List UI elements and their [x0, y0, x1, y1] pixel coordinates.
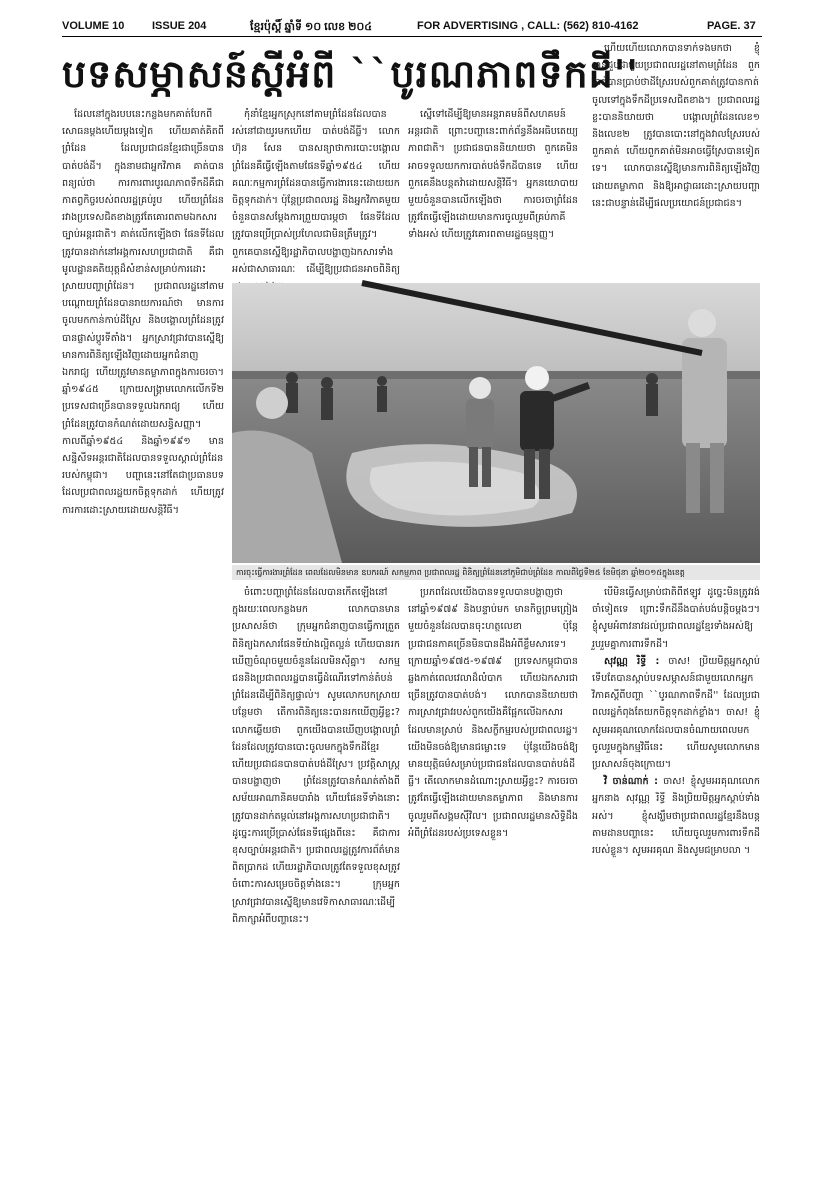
article-headline: បទសម្ភាសន៍ស្តីអំពី ``បូរណភាពទឹកដី'' [62, 52, 640, 96]
column-2-top-text: កុំនាំខ្មែរអ្នកស្រុកនៅតាមព្រំដែនដែលបានរស់នៅជាយូរមកហើយ បាត់បង់ដីធ្លី។ លោក ហ៊ុន សែន បានសន្យាថាការបោះបង្គោលព្រំដែនគឺធ្វើឡើងតាមផែនទីឆ្នាំ១៩៥៤ ហើយគណៈកម្មការព្រំដែនបានធ្វើការងារនេះដោយយកចិត្តទុកដាក់។ ប៉ុន្តែប្រជាពលរដ្ឋ និងអ្នកវិភាគមួយចំនួនបានសម្តែងការព្រួយបារម្ភថា ផែនទីដែលត្រូវបានប្រើប្រាស់ប្រហែលជាមិនត្រឹមត្រូវ។ ពួកគេបានស្នើឱ្យរដ្ឋាភិបាលបង្ហាញឯកសារទាំងអស់ជាសាធារណៈ ដើម្បីឱ្យប្រជាជនអាចពិនិត្យ [232, 109, 400, 275]
interviewer-2-label: វិ ចាន់ណាក់ : [604, 776, 658, 788]
article-photo [232, 283, 760, 563]
interviewer-1-label: សុវណ្ណ រិទ្ធី : [604, 655, 660, 667]
issue-date: ខ្មែរប៉ុស្តិ៍ ឆ្នាំទី ១០ លេខ ២០៤ [250, 21, 373, 33]
article-column-2-bottom [232, 584, 400, 1156]
column-2-bottom-text: ចំពោះបញ្ហាព្រំដែនដែលបានកើតឡើងនៅក្នុងរយៈពេលកន្លងមក លោកបានមានប្រសាសន៍ថា ក្រុមអ្នកជំនាញបានធ្វើការត្រួតពិនិត្យឯកសារផែនទីយ៉ាងល្អិតល្អន់ ហើយបានរកឃើញចំណុចមួយចំនួនដែលមិនស៊ីគ្នា។ សកម្មជននិងប្រជាពលរដ្ឋបានធ្វើដំណើរទៅកាន់តំបន់ព្រំដែនដើម្បីពិនិត្យផ្ទាល់។ សូមលោកបកស្រាយបន្ថែមថា តើការពិនិត្យនេះបានរកឃើញអ្វីខ្លះ? លោកឆ្លើយថា ពួកយើងបានឃើញបង្គោលព្រំដែនដែលត្រូវបានបោះចូលមកក្នុងទឹកដីខ្មែរ ហើយប្រជាជនបានបាត់បង់ដីស្រែ។ ប្រវត្តិសាស្ត្របានបង្ហាញថា ព្រំដែនត្រូវបានកំណត់តាំងពីសម័យអាណានិគមបារាំង ហើយផែនទីទាំងនោះត្រូវបានដាក់តម្កល់នៅអង្គការសហប្រជាជាតិ។ ដូច្នេះការប្រើប្រាស់ផែនទីផ្សេងពីនេះ គឺជាការខុសច្បាប់អន្តរជាតិ។ ប្រជាពលរដ្ឋត្រូវការព័ត៌មានពិតប្រាកដ ហើយរដ្ឋាភិបាលត្រូវតែទទួលខុសត្រូវចំពោះការសម្រេចចិត្តទាំងនេះ។ ក្រុមអ្នកស្រាវជ្រាវបានស្នើឱ្យមានវេទិកាសាធារណៈដើម្បីពិភាក្សាអំពីបញ្ហានេះ។ [232, 587, 400, 925]
column-1-text: ដែលនៅក្នុងរបបនេះកន្លងមកគាត់បែកពីសោធនម្តងហើយម្តងទៀត ហើយគាត់គិតពីព្រំដែន ដែលប្រជាជនខ្មែរជាច្រើនបានបាត់បង់ដី។ ក្នុងនាមជាអ្នកវិភាគ គាត់បានពន្យល់ថា ការការពារបូរណភាពទឹកដីគឺជាកាតព្វកិច្ចរបស់ពលរដ្ឋគ្រប់រូប ហើយព្រំដែនរវាងប្រទេសជិតខាងត្រូវតែគោរពតាមឯកសារច្បាប់អន្តរជាតិ។ គាត់លើកឡើងថា ផែនទីដែលត្រូវបានដាក់នៅអង្គការសហប្រជាជាតិ គឺជាមូលដ្ឋានគតិយុត្តដ៏សំខាន់សម្រាប់ការដោះស្រាយបញ្ហាព្រំដែន។ ប្រជាពលរដ្ឋនៅតាមបណ្តោយព្រំដែនបានរាយការណ៍ថា មានការចូលមកកាន់កាប់ដីស្រែ និងបង្គោលព្រំដែនត្រូវបានផ្លាស់ប្តូរទីតាំង។ អ្នកស្រាវជ្រាវបានស្នើឱ្យមានការពិនិត្យឡើងវិញដោយអ្នកជំនាញឯករាជ្យ ហើយត្រូវមានតម្លាភាពក្នុងការចរចា។ ឆ្នាំ១៩៤៥ ក្រោយសង្គ្រាមលោកលើកទី២ ប្រទេសជាច្រើនបានទទួលឯករាជ្យ ហើយព្រំដែនត្រូវបានកំណត់ដោយសន្ធិសញ្ញា។ កាលពីឆ្នាំ១៩៥៤ និងឆ្នាំ១៩៩១ មានសន្និសីទអន្តរជាតិដែលបានទទួលស្គាល់ព្រំដែនរបស់កម្ពុជា។ បញ្ហានេះនៅតែជាប្រធានបទដែលប្រជាពលរដ្ឋយកចិត្តទុកដាក់ ហើយត្រូវការការដោះស្រាយដោយសន្តិវិធី។ [62, 109, 224, 516]
column-4-bottom-text: បើមិនធ្វើសម្រាប់ជាតិពីឥឡូវ ដូច្នេះមិនត្រូវរង់ចាំទៀតទេ ព្រោះទឹកដីនឹងបាត់បង់បន្តិចម្តងៗ។ ខ្ញុំសូមអំពាវនាវដល់ប្រជាពលរដ្ឋខ្មែរទាំងអស់ឱ្យរួបរួមគ្នាការពារទឹកដី។ [592, 587, 760, 650]
column-3-bottom-text: ប្រភពដែលយើងបានទទួលបានបង្ហាញថា នៅឆ្នាំ១៩៧៩ និងបន្ទាប់មក មានកិច្ចព្រមព្រៀងមួយចំនួនដែលបានចុះហត្ថលេខា ប៉ុន្តែប្រជាជនភាគច្រើនមិនបានដឹងអំពីខ្លឹមសារទេ។ ក្រោយឆ្នាំ១៩៧៥-១៩៧៩ ប្រទេសកម្ពុជាបានឆ្លងកាត់ពេលវេលាដ៏លំបាក ហើយឯកសារជាច្រើនត្រូវបានបាត់បង់។ លោកបាននិយាយថា ការស្រាវជ្រាវរបស់ពួកយើងគឺផ្អែកលើឯកសារដែលមានស្រាប់ និងសក្ខីកម្មរបស់ប្រជាពលរដ្ឋ។ យើងមិនចង់ឱ្យមានជម្លោះទេ ប៉ុន្តែយើងចង់ឱ្យមានយុត្តិធម៌សម្រាប់ប្រជាជនដែលបានបាត់បង់ដីធ្លី។ តើលោកមានដំណោះស្រាយអ្វីខ្លះ? ការចរចាត្រូវតែធ្វើឡើងដោយមានតម្លាភាព និងមានការចូលរួមពីសង្គមស៊ីវិល។ ប្រជាពលរដ្ឋមានសិទ្ធិដឹងអំពីព្រំដែនរបស់ប្រទេសខ្លួន។ [408, 587, 578, 839]
volume-label: VOLUME 10 [62, 20, 125, 32]
interviewer-2-text: ចាស! ខ្ញុំសូមអរគុណលោកអ្នកនាង សុវណ្ណ រិទ្ធី និងប្រិយមិត្តអ្នកស្តាប់ទាំងអស់។ ខ្ញុំសង្ឃឹមថាប្រជាពលរដ្ឋខ្មែរនឹងបន្តតាមដានបញ្ហានេះ ហើយចូលរួមការពារទឹកដីរបស់ខ្លួន។ សូមអរគុណ និងសូមជម្រាបលា ។ [592, 776, 760, 857]
photo-caption: ការចុះធ្វើការងារព្រំដែន ពេលដែលមិនមាន ឧបករណ៍ សកម្មភាព ប្រជាពលរដ្ឋ ពិនិត្យព្រំដែននៅភូមិជាប់ព្រំដែន កាលពីថ្ងៃទី២៥ ខែមិថុនា ឆ្នាំ២០១៥ក្នុងខេត្ត [232, 565, 760, 580]
column-3-top-text: ស្នើទៅដើម្បីឱ្យមានអន្តរាគមន៍ពីសហគមន៍អន្តរជាតិ ព្រោះបញ្ហានេះពាក់ព័ន្ធនឹងអធិបតេយ្យភាពជាតិ។ ប្រជាជនបាននិយាយថា ពួកគេមិនអាចទទួលយកការបាត់បង់ទឹកដីបានទេ ហើយពួកគេនឹងបន្តតវ៉ាដោយសន្តិវិធី។ អ្នកនយោបាយមួយចំនួនបានលើកឡើងថា ការចរចាព្រំដែនត្រូវតែធ្វើឡើងដោយមានការចូលរួមពីគ្រប់ភាគីទាំងអស់ ហើយត្រូវគោរពតាមរដ្ឋធម្មនុញ្ញ។ [408, 109, 578, 241]
article-column-3-bottom [408, 584, 578, 1156]
article-column-4-bottom [592, 584, 760, 1156]
page-header [62, 18, 762, 37]
column-4-top-text: ហើយហើយលោកបានទាក់ទងមកថា ខ្ញុំបានជួបជាមួយប្រជាពលរដ្ឋនៅតាមព្រំដែន ពួកគាត់បានប្រាប់ថាដីស្រែរបស់ពួកគាត់ត្រូវបានកាត់ចូលទៅក្នុងទឹកដីប្រទេសជិតខាង។ ប្រជាពលរដ្ឋខ្លះបាននិយាយថា បង្គោលព្រំដែនលេខ១ និងលេខ២ ត្រូវបានបោះនៅក្នុងវាលស្រែរបស់ពួកគាត់ ហើយពួកគាត់មិនអាចធ្វើស្រែបានទៀតទេ។ លោកបានស្នើឱ្យមានការពិនិត្យឡើងវិញដោយតម្លាភាព និងឱ្យអាជ្ញាធរដោះស្រាយបញ្ហានេះជាបន្ទាន់ដើម្បីផលប្រយោជន៍ប្រជាជន។ [592, 43, 760, 209]
article-column-3-top [408, 106, 578, 278]
interviewer-2-paragraph [592, 773, 760, 859]
interviewer-1-paragraph [592, 653, 760, 773]
page-number: PAGE. 37 [707, 20, 756, 32]
article-column-1 [62, 106, 224, 1156]
issue-label: ISSUE 204 [152, 20, 207, 32]
advertising-contact: FOR ADVERTISING , CALL: (562) 810-4162 [417, 20, 639, 32]
article-column-2-top [232, 106, 400, 278]
article-column-4-top [592, 40, 760, 278]
interviewer-1-text: ចាស! ប្រិយមិត្តអ្នកស្តាប់ទើបតែបានស្តាប់បទសម្ភាសន៍ជាមួយលោកអ្នកវិភាគស្តីពីបញ្ហា ``បូរណភាពទឹកដី'' ដែលប្រជាពលរដ្ឋកំពុងតែយកចិត្តទុកដាក់ខ្លាំង។ ចាស! ខ្ញុំសូមអរគុណលោកដែលបានចំណាយពេលមកចូលរួមក្នុងកម្មវិធីនេះ ហើយសូមលោកមានប្រសាសន៍ចុងក្រោយ។ [592, 655, 760, 771]
field-photo-illustration [232, 283, 760, 563]
